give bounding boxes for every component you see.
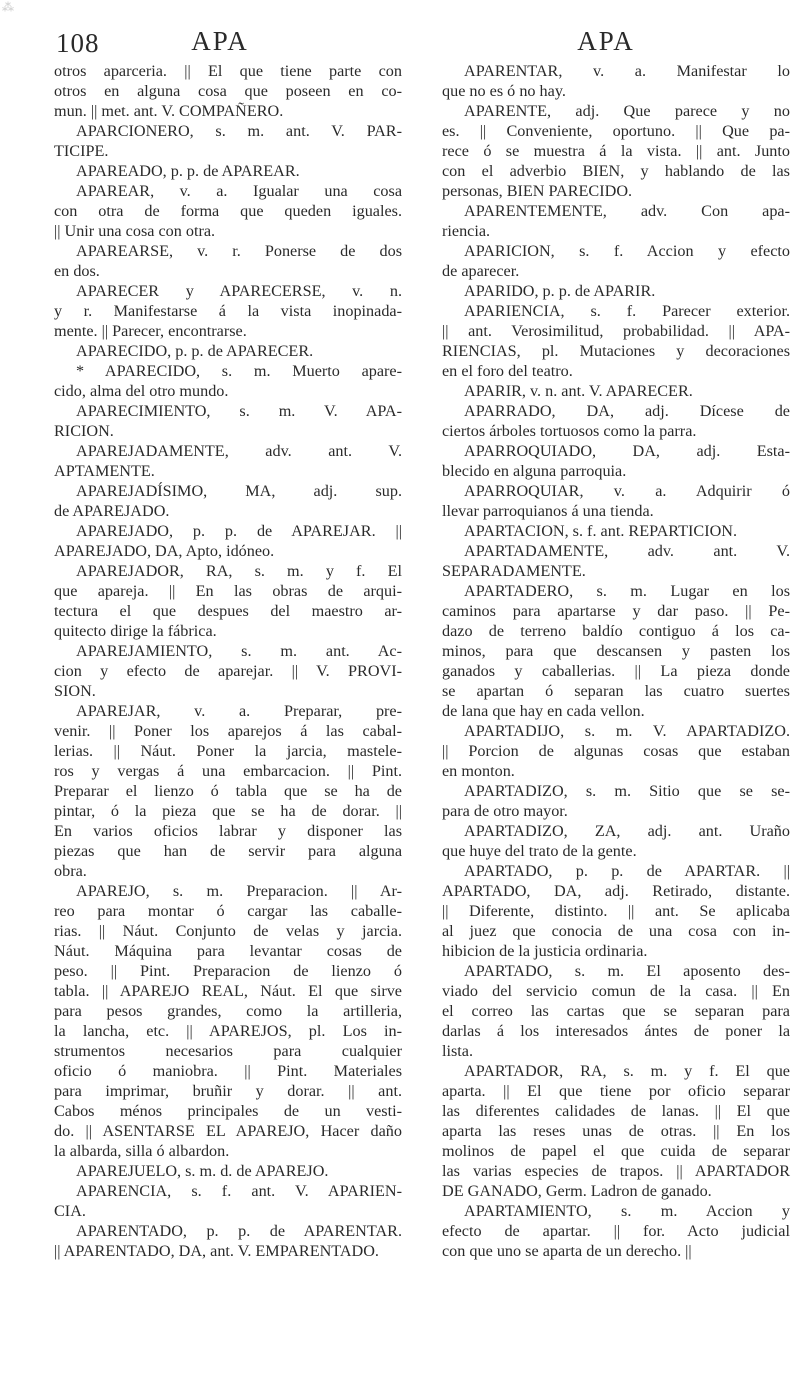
entry-text-line: personas, BIEN PARECIDO. xyxy=(442,182,633,200)
dictionary-entry xyxy=(442,201,790,241)
entry-headline: APAREJADAMENTE, adv. ant. V. xyxy=(76,442,402,460)
dictionary-entry xyxy=(442,1201,790,1261)
entry-text-line: en dos. xyxy=(54,262,100,280)
entry-headline: APARTAMIENTO, s. m. Accion y xyxy=(464,1202,790,1220)
dictionary-entry xyxy=(54,1181,402,1221)
dictionary-entry xyxy=(442,781,790,821)
entry-headline: APARIR, v. n. ant. V. APARECER. xyxy=(464,382,693,400)
entry-headline: APARTACION, s. f. ant. REPARTICION. xyxy=(464,522,738,540)
dictionary-entry xyxy=(54,641,402,701)
entry-text-line: que apareja. || En las obras de arqui- xyxy=(54,582,402,600)
entry-text-line: CIA. xyxy=(54,1202,86,1220)
entry-text-line: se apartan ó separan las cuatro suertes xyxy=(442,682,790,700)
dictionary-entry xyxy=(54,521,402,561)
dictionary-entry xyxy=(54,361,402,401)
right-column xyxy=(442,61,790,1261)
entry-headline: APARTADO, p. p. de APARTAR. || xyxy=(464,862,790,880)
dictionary-entry xyxy=(54,441,402,481)
dictionary-entry xyxy=(54,341,402,361)
entry-text-line: hibicion de la justicia ordinaria. xyxy=(442,942,648,960)
entry-headline: APAREJADOR, RA, s. m. y f. El xyxy=(76,562,402,580)
entry-headline: APAREJAR, v. a. Preparar, pre- xyxy=(76,702,402,720)
dictionary-entry xyxy=(442,241,790,281)
entry-text-line: llevar parroquianos á una tienda. xyxy=(442,502,654,520)
entry-headline: APARENTADO, p. p. de APARENTAR. xyxy=(76,1222,402,1240)
entry-text-line: rias. || Náut. Conjunto de velas y jarcia. xyxy=(54,922,402,940)
entry-text-line: lerias. || Náut. Poner la jarcia, mastele- xyxy=(54,742,402,760)
entry-text-line: con otra de forma que queden iguales. xyxy=(54,202,402,220)
entry-text-line: rece ó se muestra á la vista. || ant. Junto xyxy=(442,142,790,160)
entry-headline: APARCIONERO, s. m. ant. V. PAR- xyxy=(76,122,402,140)
entry-text-line: SEPARADAMENTE. xyxy=(442,562,586,580)
entry-text-line: strumentos necesarios para cualquier xyxy=(54,1042,402,1060)
entry-text-line: || ant. Verosimilitud, probabilidad. || APA- xyxy=(442,322,790,340)
entry-text-line: Náut. Máquina para levantar cosas de xyxy=(54,942,402,960)
dictionary-entry xyxy=(442,61,790,101)
dictionary-entry xyxy=(442,541,790,581)
dictionary-entry xyxy=(442,101,790,201)
dictionary-entry xyxy=(442,301,790,381)
entry-headline: APARROQUIADO, DA, adj. Esta- xyxy=(464,442,790,460)
dictionary-entry xyxy=(54,281,402,341)
entry-headline: APAREAR, v. a. Igualar una cosa xyxy=(76,182,402,200)
entry-text-line: caminos para apartarse y dar paso. || Pe- xyxy=(442,602,790,620)
dictionary-entry xyxy=(54,881,402,1161)
entry-headline: APAREJUELO, s. m. d. de APAREJO. xyxy=(76,1162,329,1180)
entry-text-line: || Porcion de algunas cosas que estaban xyxy=(442,742,790,760)
dictionary-entry xyxy=(442,821,790,861)
entry-text-line: blecido en alguna parroquia. xyxy=(442,462,627,480)
entry-text-line: viado del servicio comun de la casa. || En xyxy=(442,982,790,1000)
entry-text-line: cion y efecto de aparejar. || V. PROVI- xyxy=(54,662,402,680)
entry-text-line: minos, para que descansen y pasten los xyxy=(442,642,790,660)
entry-text-line: para imprimar, bruñir y dorar. || ant. xyxy=(54,1082,402,1100)
entry-text-line: do. || ASENTARSE EL APAREJO, Hacer daño xyxy=(54,1122,402,1140)
entry-headline: APARROQUIAR, v. a. Adquirir ó xyxy=(464,482,790,500)
entry-text-line: y r. Manifestarse á la vista inopinada- xyxy=(54,302,402,320)
dictionary-entry xyxy=(442,961,790,1061)
dictionary-entry xyxy=(442,581,790,721)
entry-text-line: el correo las cartas que se separan para xyxy=(442,1002,790,1020)
entry-text-line: APAREJADO, DA, Apto, idóneo. xyxy=(54,542,275,560)
entry-text-line: riencia. xyxy=(442,222,491,240)
entry-headline: APARTADOR, RA, s. m. y f. El que xyxy=(464,1062,790,1080)
entry-text-line: venir. || Poner los aparejos á las cabal- xyxy=(54,722,402,740)
dictionary-entry xyxy=(54,561,402,641)
dictionary-entry xyxy=(54,481,402,521)
entry-text-line: mun. || met. ant. V. COMPAÑERO. xyxy=(54,102,284,120)
entry-text-line: efecto de apartar. || for. Acto judicial xyxy=(442,1222,790,1240)
entry-text-line: En varios oficios labrar y disponer las xyxy=(54,822,402,840)
entry-text-line: piezas que han de servir para alguna xyxy=(54,842,402,860)
entry-headline: APARTADAMENTE, adv. ant. V. xyxy=(464,542,790,560)
entry-text-line: es. || Conveniente, oportuno. || Que pa- xyxy=(442,122,790,140)
entry-text-line: darlas á los interesados ántes de poner la xyxy=(442,1022,790,1040)
entry-text-line: las varias especies de trapos. || APARTADOR xyxy=(442,1162,790,1180)
dictionary-entry xyxy=(442,721,790,781)
dictionary-entry xyxy=(54,1221,402,1261)
entry-text-line: de aparecer. xyxy=(442,262,520,280)
entry-headline: APARTADO, s. m. El aposento des- xyxy=(464,962,790,980)
entry-text-line: ros y vergas á una embarcacion. || Pint. xyxy=(54,762,402,780)
entry-headline: APARECER y APARECERSE, v. n. xyxy=(76,282,402,300)
entry-text-line: ganados y caballerias. || La pieza donde xyxy=(442,662,790,680)
scan-mark: ⁂ xyxy=(2,0,14,14)
entry-text-line: quitecto dirige la fábrica. xyxy=(54,622,217,640)
dictionary-entry xyxy=(54,1161,402,1181)
entry-text-line: mente. || Parecer, encontrarse. xyxy=(54,322,247,340)
entry-headline: APARTADIJO, s. m. V. APARTADIZO. xyxy=(464,722,790,740)
entry-text-line: otros en alguna cosa que poseen en co- xyxy=(54,82,402,100)
entry-text-line: cido, alma del otro mundo. xyxy=(54,382,229,400)
dictionary-entry xyxy=(54,181,402,241)
entry-text-line: la albarda, silla ó albardon. xyxy=(54,1142,230,1160)
entry-text-line: aparta las reses unas de otras. || En los xyxy=(442,1122,790,1140)
entry-headline: otros aparceria. || El que tiene parte con xyxy=(54,62,402,80)
entry-text-line: aparta. || El que tiene por oficio separar xyxy=(442,1082,790,1100)
dictionary-entry xyxy=(442,441,790,481)
entry-text-line: con el adverbio BIEN, y hablando de las xyxy=(442,162,790,180)
entry-text-line: lista. xyxy=(442,1042,474,1060)
entry-text-line: que huye del trato de la gente. xyxy=(442,842,637,860)
entry-headline: APAREJO, s. m. Preparacion. || Ar- xyxy=(76,882,402,900)
entry-text-line: en el foro del teatro. xyxy=(442,362,573,380)
entry-text-line: tabla. || APAREJO REAL, Náut. El que sirve xyxy=(54,982,402,1000)
dictionary-entry xyxy=(54,241,402,281)
dictionary-entry xyxy=(442,861,790,961)
entry-text-line: || APARENTADO, DA, ant. V. EMPARENTADO. xyxy=(54,1242,379,1260)
entry-headline: APARENTAR, v. a. Manifestar lo xyxy=(464,62,790,80)
entry-text-line: || Diferente, distinto. || ant. Se aplicaba xyxy=(442,902,790,920)
entry-text-line: dazo de terreno baldío contiguo á los ca- xyxy=(442,622,790,640)
entry-text-line: RICION. xyxy=(54,422,114,440)
entry-text-line: para pesos grandes, como la artilleria, xyxy=(54,1002,402,1020)
entry-text-line: de APAREJADO. xyxy=(54,502,170,520)
entry-text-line: de lana que hay en cada vellon. xyxy=(442,702,645,720)
entry-text-line: obra. xyxy=(54,862,87,880)
entry-text-line: en monton. xyxy=(442,762,515,780)
entry-headline: APAREJADO, p. p. de APAREJAR. || xyxy=(76,522,402,540)
entry-text-line: peso. || Pint. Preparacion de lienzo ó xyxy=(54,962,402,980)
entry-text-line: molinos de papel el que cuida de separar xyxy=(442,1142,790,1160)
entry-text-line: con que uno se aparta de un derecho. || xyxy=(442,1242,692,1260)
entry-text-line: las diferentes calidades de lanas. || El que xyxy=(442,1102,790,1120)
entry-text-line: SION. xyxy=(54,682,96,700)
entry-headline: APAREADO, p. p. de APAREAR. xyxy=(76,162,300,180)
dictionary-entry xyxy=(54,701,402,881)
entry-text-line: que no es ó no hay. xyxy=(442,82,566,100)
entry-headline: APARECIMIENTO, s. m. V. APA- xyxy=(76,402,402,420)
entry-text-line: para de otro mayor. xyxy=(442,802,568,820)
entry-text-line: tectura el que despues del maestro ar- xyxy=(54,602,402,620)
right-running-head: APA xyxy=(577,26,635,56)
entry-headline: APARECIDO, p. p. de APARECER. xyxy=(76,342,314,360)
left-running-head: APA xyxy=(191,26,249,56)
entry-headline: APARICION, s. f. Accion y efecto xyxy=(464,242,790,260)
entry-headline: APAREJAMIENTO, s. m. ant. Ac- xyxy=(76,642,402,660)
entry-headline: APARIDO, p. p. de APARIR. xyxy=(464,282,656,300)
entry-headline: APARRADO, DA, adj. Dícese de xyxy=(464,402,790,420)
dictionary-entry xyxy=(442,381,790,401)
entry-headline: APARTADERO, s. m. Lugar en los xyxy=(464,582,790,600)
dictionary-entry xyxy=(442,1061,790,1201)
entry-text-line: APTAMENTE. xyxy=(54,462,155,480)
entry-text-line: Cabos ménos principales de un vesti- xyxy=(54,1102,402,1120)
entry-headline: APARIENCIA, s. f. Parecer exterior. xyxy=(464,302,790,320)
dictionary-entry xyxy=(442,521,790,541)
dictionary-entry xyxy=(54,161,402,181)
dictionary-entry xyxy=(442,281,790,301)
entry-headline: APAREARSE, v. r. Ponerse de dos xyxy=(76,242,402,260)
entry-headline: APAREJADÍSIMO, MA, adj. sup. xyxy=(76,482,402,500)
entry-text-line: TICIPE. xyxy=(54,142,109,160)
entry-text-line: APARTADO, DA, adj. Retirado, distante. xyxy=(442,882,790,900)
left-column xyxy=(54,61,402,1261)
entry-text-line: pintar, ó la pieza que se ha de dorar. || xyxy=(54,802,402,820)
entry-text-line: || Unir una cosa con otra. xyxy=(54,222,216,240)
page-number: 108 xyxy=(56,28,100,58)
dictionary-entry xyxy=(54,61,402,121)
entry-headline: APARENTEMENTE, adv. Con apa- xyxy=(464,202,790,220)
entry-headline: APARTADIZO, ZA, adj. ant. Uraño xyxy=(464,822,790,840)
dictionary-entry xyxy=(442,401,790,441)
entry-headline: * APARECIDO, s. m. Muerto apare- xyxy=(76,362,402,380)
dictionary-entry xyxy=(54,121,402,161)
entry-text-line: al juez que conocia de una cosa con in- xyxy=(442,922,790,940)
entry-text-line: RIENCIAS, pl. Mutaciones y decoraciones xyxy=(442,342,790,360)
entry-text-line: DE GANADO, Germ. Ladron de ganado. xyxy=(442,1182,712,1200)
entry-text-line: la lancha, etc. || APAREJOS, pl. Los in- xyxy=(54,1022,402,1040)
entry-headline: APARENCIA, s. f. ant. V. APARIEN- xyxy=(76,1182,402,1200)
entry-headline: APARENTE, adj. Que parece y no xyxy=(464,102,790,120)
dictionary-entry xyxy=(442,481,790,521)
entry-text-line: reo para montar ó cargar las caballe- xyxy=(54,902,402,920)
entry-headline: APARTADIZO, s. m. Sitio que se se- xyxy=(464,782,790,800)
dictionary-entry xyxy=(54,401,402,441)
entry-text-line: ciertos árboles tortuosos como la parra. xyxy=(442,422,697,440)
entry-text-line: oficio ó maniobra. || Pint. Materiales xyxy=(54,1062,402,1080)
entry-text-line: Preparar el lienzo ó tabla que se ha de xyxy=(54,782,402,800)
